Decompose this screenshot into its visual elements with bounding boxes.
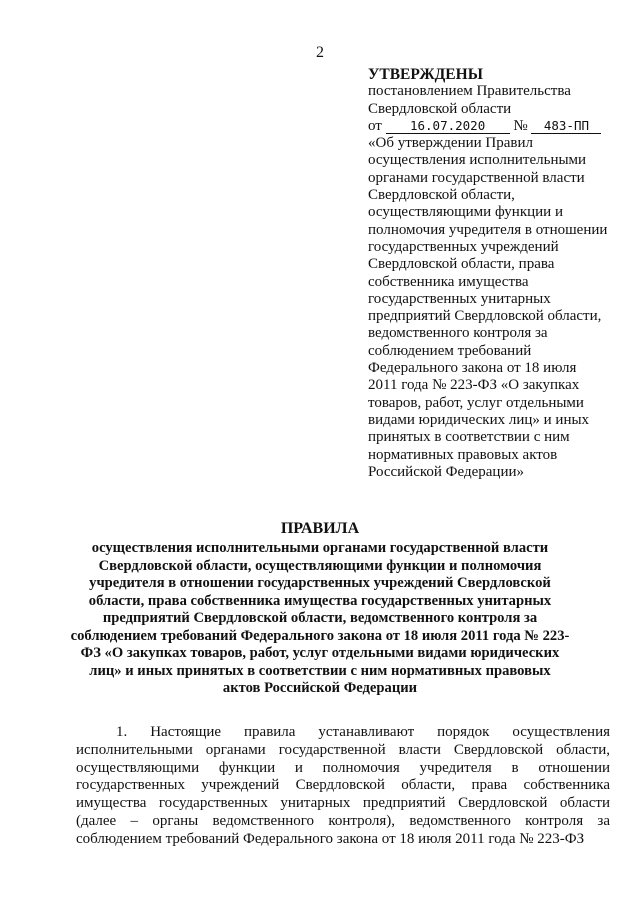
about-line: осуществляющими функции и [368, 204, 563, 221]
rules-title: ПРАВИЛА [280, 520, 360, 537]
about-line: соблюдением требований [368, 342, 532, 359]
about-line: органами государственной власти [368, 169, 585, 186]
number-prefix: № [513, 117, 528, 134]
about-line: полномочия учредителя в отношении [368, 221, 608, 238]
clause-1-text: 1. Настоящие правила устанавливают порядок осуществления исполнительными органами государственной власти Свердловской области, осуществляющими функции и полномочия учредителя в отношении государственных учреждений Свердловской области, права собственника имущества государственных унитарных предприятий Свердловской области (далее – органы ведомственного контроля), ведомственного контроля за соблюдением требований Федерального закона от 18 июля 2011 года № 223-ФЗ [76, 724, 610, 847]
page-number: 2 [316, 44, 324, 61]
rules-subtitle: осуществления исполнительными органами государственной власти Свердловской области, осуществляющими функции и полномочия учредителя в отношении государственных учреждений Свердловской области, права собственника имущества государственных унитарных предприятий Свердловской области, ведомственного контроля за соблюдением требований Федерального закона от 18 июля 2011 года № 223-ФЗ «О закупках товаров, работ, услуг отдельными видами юридических лиц» и иных принятых в соответствии с ним нормативных правовых актов Российской Федерации [70, 540, 570, 696]
approved-label: УТВЕРЖДЕНЫ [368, 66, 483, 83]
about-line: Свердловской области, [368, 187, 515, 204]
about-line: Федерального закона от 18 июля [368, 360, 577, 377]
about-line: собственника имущества [368, 273, 529, 290]
about-line: «Об утверждении Правил [368, 135, 533, 152]
date-field: 16.07.2020 [386, 119, 510, 134]
about-line: товаров, работ, услуг отдельными [368, 394, 584, 411]
date-number-line [368, 118, 630, 135]
approval-block [368, 66, 630, 481]
about-line: ведомственного контроля за [368, 325, 548, 342]
about-line: государственных унитарных [368, 290, 551, 307]
about-line: видами юридических лиц» и иных [368, 411, 590, 428]
approval-line-1: постановлением Правительства [368, 83, 571, 100]
date-prefix: от [368, 117, 382, 134]
about-line: нормативных правовых актов [368, 446, 558, 463]
approval-line-2: Свердловской области [368, 100, 512, 117]
about-line: предприятий Свердловской области, [368, 308, 602, 325]
about-line: осуществления исполнительными [368, 152, 587, 169]
number-field: 483-ПП [531, 119, 601, 134]
about-line: 2011 года № 223-ФЗ «О закупках [368, 377, 580, 394]
about-line: государственных учреждений [368, 238, 559, 255]
clause-1 [76, 724, 610, 849]
about-line: принятых в соответствии с ним [368, 429, 570, 446]
about-line: Российской Федерации» [368, 463, 525, 480]
about-line: Свердловской области, права [368, 256, 555, 273]
